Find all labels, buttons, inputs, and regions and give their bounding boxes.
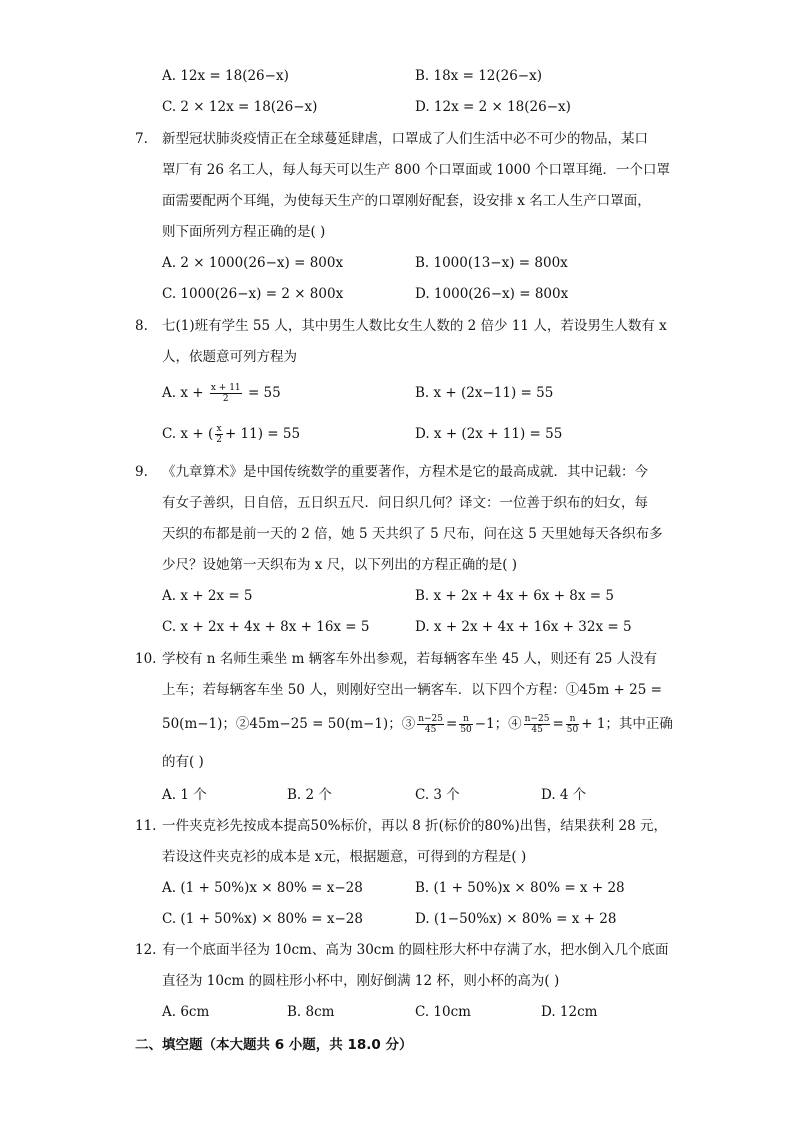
q10-line-1: 学校有 n 名师生乘坐 m 辆客车外出参观，若每辆客车坐 45 人，则还有 25 人没有	[162, 651, 658, 667]
q10-line-3-part-d: =	[552, 716, 564, 732]
q12-option-c: C. 10cm	[415, 1004, 471, 1020]
fraction-numerator: n−25	[524, 714, 550, 724]
q10-fraction-3a	[417, 714, 444, 735]
q10-line-3-part-c: −1；④	[474, 716, 522, 732]
q11-option-c: C. (1 + 50%x) × 80% = x−28	[162, 911, 363, 927]
q7-option-b: B. 1000(13−x) = 800x	[415, 255, 568, 271]
fraction-denominator: 50	[460, 725, 472, 735]
q7-line-1: 新型冠状肺炎疫情正在全球蔓延肆虐，口罩成了人们生活中必不可少的物品，某口	[162, 131, 648, 147]
q7-option-a: A. 2 × 1000(26−x) = 800x	[162, 255, 344, 271]
fraction-numerator: n−25	[418, 714, 443, 724]
q9-option-b: B. x + 2x + 4x + 6x + 8x = 5	[415, 588, 614, 604]
q12-option-a: A. 6cm	[162, 1004, 210, 1020]
q9-line-3: 天织的布都是前一天的 2 倍，她 5 天共织了 5 尺布，问在这 5 天里她每天各织布多	[162, 526, 663, 542]
q9-number: 9.	[135, 464, 148, 480]
q7-number: 7.	[135, 131, 148, 147]
q8-option-a-post: = 55	[247, 385, 281, 401]
q9-line-4: 少尺？设她第一天织布为 x 尺，以下列出的方程正确的是( )	[162, 557, 518, 573]
q9-option-d: D. x + 2x + 4x + 16x + 32x = 5	[415, 619, 632, 635]
q9-option-c: C. x + 2x + 4x + 8x + 16x = 5	[162, 619, 370, 635]
q10-fraction-3b	[459, 714, 472, 735]
q10-line-4: 的有( )	[162, 754, 204, 770]
q10-line-2: 上车；若每辆客车坐 50 人，则刚好空出一辆客车．以下四个方程：①45m + 25 =	[162, 682, 662, 698]
fraction-denominator: 45	[424, 725, 437, 735]
fraction-denominator: 2	[222, 394, 229, 404]
q8-number: 8.	[135, 318, 148, 334]
q11-option-a: A. (1 + 50%)x × 80% = x−28	[162, 880, 363, 896]
q11-number: 11.	[135, 818, 157, 834]
fraction-numerator: n	[566, 714, 579, 725]
q8-option-b: B. x + (2x−11) = 55	[415, 385, 554, 401]
fraction-denominator: 2	[216, 435, 222, 445]
q11-option-b: B. (1 + 50%)x × 80% = x + 28	[415, 880, 625, 896]
q8-option-c-fraction	[215, 424, 223, 445]
q10-line-3-part-e: + 1；其中正确	[581, 716, 673, 732]
fraction-numerator: x	[216, 424, 222, 434]
q11-line-1: 一件夹克衫先按成本提高50%标价，再以 8 折(标价的80%)出售，结果获利 28 元，	[162, 818, 667, 834]
q10-fraction-4b	[566, 714, 579, 735]
q6-option-c: C. 2 × 12x = 18(26−x)	[162, 99, 318, 115]
q11-option-d: D. (1−50%x) × 80% = x + 28	[415, 911, 617, 927]
section-heading-fill-in: 二、填空题（本大题共 6 小题，共 18.0 分）	[135, 1037, 413, 1053]
fraction-numerator: x + 11	[210, 383, 241, 393]
q7-line-4: 则下面所列方程正确的是( )	[162, 224, 326, 240]
q10-line-3-part-a: 50(m−1)；②45m−25 = 50(m−1)；③	[162, 716, 416, 732]
q12-line-1: 有一个底面半径为 10cm、高为 30cm 的圆柱形大杯中存满了水，把水倒入几个底面	[162, 942, 669, 958]
q10-number: 10.	[135, 651, 157, 667]
q8-option-c	[162, 424, 300, 445]
q8-option-d: D. x + (2x + 11) = 55	[415, 426, 563, 442]
q7-option-c: C. 1000(26−x) = 2 × 800x	[162, 286, 344, 302]
q10-fraction-4a	[524, 714, 551, 735]
fraction-denominator: 45	[531, 725, 543, 735]
q10-option-c: C. 3 个	[415, 787, 460, 803]
q8-line-2: 人，依题意可列方程为	[162, 349, 297, 365]
q12-number: 12.	[135, 942, 157, 958]
q12-option-b: B. 8cm	[287, 1004, 335, 1020]
q7-line-3: 面需要配两个耳绳，为使每天生产的口罩刚好配套，设安排 x 名工人生产口罩面，	[162, 193, 651, 209]
q8-option-a-pre: A. x +	[162, 385, 204, 401]
fraction-numerator: n	[459, 714, 472, 725]
q9-option-a: A. x + 2x = 5	[162, 588, 253, 604]
q10-option-a: A. 1 个	[162, 787, 207, 803]
q7-option-d: D. 1000(26−x) = 800x	[415, 286, 569, 302]
q8-option-a-fraction	[210, 383, 242, 404]
q10-line-3	[162, 714, 673, 735]
q11-line-2: 若设这件夹克衫的成本是 x元，根据题意，可得到的方程是( )	[162, 849, 527, 865]
q9-line-2: 有女子善织，日自倍，五日织五尺．问日织几何？译文：一位善于织布的妇女，每	[162, 495, 648, 511]
q8-option-c-pre: C. x + (	[162, 426, 214, 442]
q9-line-1: 《九章算术》是中国传统数学的重要著作，方程术是它的最高成就．其中记载：今	[162, 464, 648, 480]
q10-option-b: B. 2 个	[287, 787, 332, 803]
q10-line-3-part-b: =	[446, 716, 458, 732]
q8-option-c-post: + 11) = 55	[224, 426, 301, 442]
q8-line-1: 七(1)班有学生 55 人，其中男生人数比女生人数的 2 倍少 11 人，若设男生人数有 x	[162, 318, 667, 334]
q7-line-2: 罩厂有 26 名工人，每人每天可以生产 800 个口罩面或 1000 个口罩耳绳．一个口罩	[162, 162, 671, 178]
q12-option-d: D. 12cm	[541, 1004, 598, 1020]
q6-option-d: D. 12x = 2 × 18(26−x)	[415, 99, 571, 115]
q10-option-d: D. 4 个	[541, 787, 587, 803]
q6-option-b: B. 18x = 12(26−x)	[415, 68, 543, 84]
q8-option-a	[162, 383, 281, 404]
fraction-denominator: 50	[566, 725, 579, 735]
q12-line-2: 直径为 10cm 的圆柱形小杯中，刚好倒满 12 杯，则小杯的高为( )	[162, 973, 560, 989]
q6-option-a: A. 12x = 18(26−x)	[162, 68, 289, 84]
